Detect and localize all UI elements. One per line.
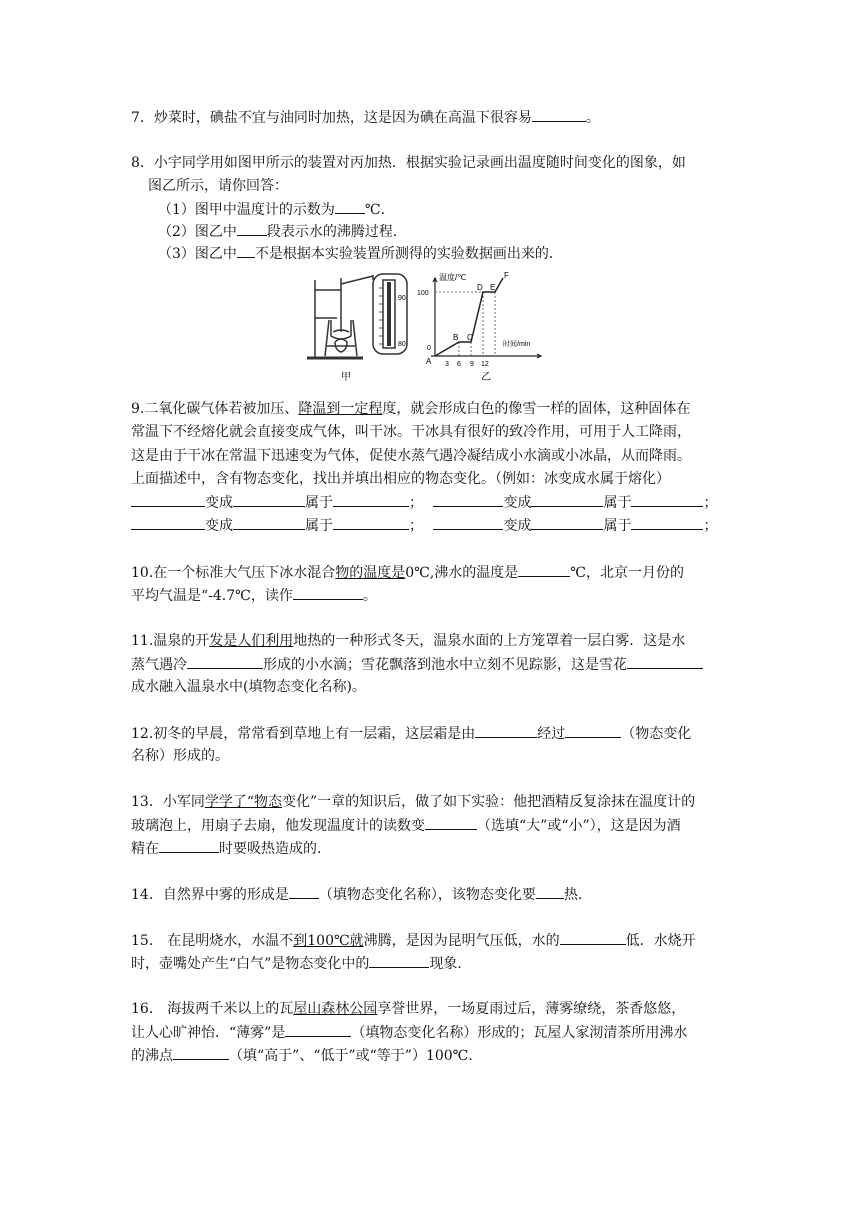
question-13-line-1: 13．小军同学学了“物态变化”一章的知识后，做了如下实验：他把酒精反复涂抹在温度计的: [131, 794, 696, 810]
answer-blank[interactable]: [335, 199, 365, 214]
question-8-sub-1: （1）图甲中温度计的示数为 ℃．: [158, 199, 395, 220]
question-9-line-3: 这是由于干冰在常温下迅速变为气体，促使水蒸气遇冷凝结成小水滴或小冰晶，从而降雨。: [131, 448, 691, 464]
question-11-line-3: 成水融入温泉水中(填物态变化名称)。: [131, 679, 366, 695]
answer-blank[interactable]: [285, 1022, 351, 1037]
point-f: F: [504, 271, 509, 280]
question-7: 7．炒菜时，碘盐不宜与油同时加热，这是因为碘在高温下很容易 。: [131, 107, 600, 128]
therm-label-90: 90: [398, 295, 406, 302]
answer-blank[interactable]: [425, 815, 477, 830]
answer-blank[interactable]: [531, 515, 603, 530]
answer-blank[interactable]: [293, 585, 363, 600]
answer-blank[interactable]: [333, 492, 409, 507]
question-9-line-4: 上面描述中，含有物态变化，找出并填出相应的物态变化。（例如：冰变成水属于熔化）: [131, 471, 670, 487]
x-tick-6: 6: [457, 361, 461, 368]
point-b: B: [453, 333, 459, 342]
answer-blank[interactable]: [531, 492, 603, 507]
apparatus-drawing: [307, 274, 407, 358]
question-12-line-1: 12.初冬的早晨，常常看到草地上有一层霜，这层霜是由 经过 （物态变化: [131, 723, 691, 744]
answer-blank[interactable]: [631, 492, 703, 507]
question-15-line-2: 时，壶嘴处产生“白气”是物态变化中的 现象．: [131, 953, 471, 974]
question-13-line-2: 玻璃泡上，用扇子去扇，他发现温度计的读数变 （选填“大”或“小”），这是因为酒: [131, 815, 681, 836]
answer-blank[interactable]: [237, 221, 267, 236]
answer-blank[interactable]: [187, 654, 263, 669]
answer-blank[interactable]: [159, 838, 219, 853]
question-8-sub-2: （2）图乙中 段表示水的沸腾过程．: [158, 221, 407, 242]
x-axis-label: 时间/min: [503, 341, 531, 348]
question-16-line-2: 让人心旷神怡．“薄雾”是 （填物态变化名称）形成的；瓦屋人家沏清茶所用沸水: [131, 1022, 687, 1043]
question-10-line-2: 平均气温是“-4.7℃，读作 。: [131, 585, 377, 606]
answer-blank[interactable]: [369, 953, 429, 968]
answer-blank[interactable]: [131, 492, 205, 507]
answer-blank[interactable]: [433, 515, 503, 530]
question-10-line-1: 10.在一个标准大气压下冰水混合物的温度是0℃,沸水的温度是 ℃，北京一月份的: [131, 562, 684, 583]
answer-blank[interactable]: [565, 723, 621, 738]
answer-blank[interactable]: [173, 1045, 229, 1060]
y-tick-100: 100: [417, 290, 429, 297]
question-11-line-2: 蒸气遇冷 形成的小水滴；雪花飘落到池水中立刻不见踪影，这是雪花: [131, 654, 703, 675]
answer-blank[interactable]: [475, 723, 537, 738]
question-11-line-1: 11.温泉的开发是人们利用地热的一种形式冬天，温泉水面的上方笼罩着一层白雾．这是水: [131, 633, 686, 649]
point-a: A: [426, 357, 432, 366]
y-tick-0: 0: [427, 345, 431, 352]
graph-guides: [435, 292, 495, 356]
answer-blank[interactable]: [532, 107, 586, 122]
question-14: 14．自然界中雾的形成是 （填物态变化名称），该物态变化要 热．: [131, 884, 592, 905]
answer-blank[interactable]: [536, 884, 564, 899]
question-9-fill-row-1: 变成 属于 ； 变成 属于 ；: [131, 492, 717, 513]
question-8-sub-3: （3）图乙中 不是根据本实验装置所测得的实验数据画出来的．: [158, 243, 563, 264]
answer-blank[interactable]: [131, 515, 205, 530]
answer-blank[interactable]: [233, 492, 305, 507]
figure-svg: [305, 270, 555, 385]
answer-blank[interactable]: [233, 515, 305, 530]
question-12-line-2: 名称）形成的。: [131, 748, 229, 764]
question-13-line-3: 精在 时要吸热造成的．: [131, 838, 331, 859]
therm-label-80: 80: [398, 341, 406, 348]
x-tick-12: 12: [481, 361, 489, 368]
answer-blank[interactable]: [518, 562, 570, 577]
question-8-line-2: 图乙所示，请你回答：: [148, 178, 288, 194]
answer-blank[interactable]: [433, 492, 503, 507]
question-9-line-2: 常温下不经熔化就会直接变成气体，叫干冰。干冰具有很好的致冷作用，可用于人工降雨，: [131, 424, 691, 440]
x-tick-3: 3: [445, 361, 449, 368]
point-e: E: [490, 283, 496, 292]
answer-blank[interactable]: [631, 515, 703, 530]
question-15-line-1: 15． 在昆明烧水，水温不到100℃就沸腾，是因为昆明气压低，水的 低．水烧开: [131, 930, 696, 951]
answer-blank[interactable]: [333, 515, 409, 530]
experiment-figure: [305, 270, 555, 385]
question-8-line-1: 8．小宇同学用如图甲所示的装置对丙加热．根据实验记录画出温度随时间变化的图象，如: [131, 155, 686, 171]
question-16-line-3: 的沸点 （填“高于”、“低于”或“等于”）100℃．: [131, 1045, 482, 1066]
answer-blank[interactable]: [627, 654, 703, 669]
label-jia: 甲: [341, 372, 351, 383]
label-yi: 乙: [481, 372, 491, 383]
question-16-line-1: 16． 海拔两千米以上的瓦屋山森林公园享誉世界，一场夏雨过后，薄雾缭绕，茶香悠悠，: [131, 1001, 686, 1017]
question-9-line-1: 9.二氧化碳气体若被加压、降温到一定程度，就会形成白色的像雪一样的固体，这种固体在: [131, 401, 691, 417]
point-d: D: [477, 283, 483, 292]
answer-blank[interactable]: [237, 243, 255, 258]
x-tick-9: 9: [470, 361, 474, 368]
answer-blank[interactable]: [560, 930, 626, 945]
y-axis-label: 温度/℃: [439, 273, 467, 282]
answer-blank[interactable]: [289, 884, 319, 899]
point-c: C: [467, 333, 473, 342]
question-9-fill-row-2: 变成 属于 ； 变成 属于 ；: [131, 515, 717, 536]
